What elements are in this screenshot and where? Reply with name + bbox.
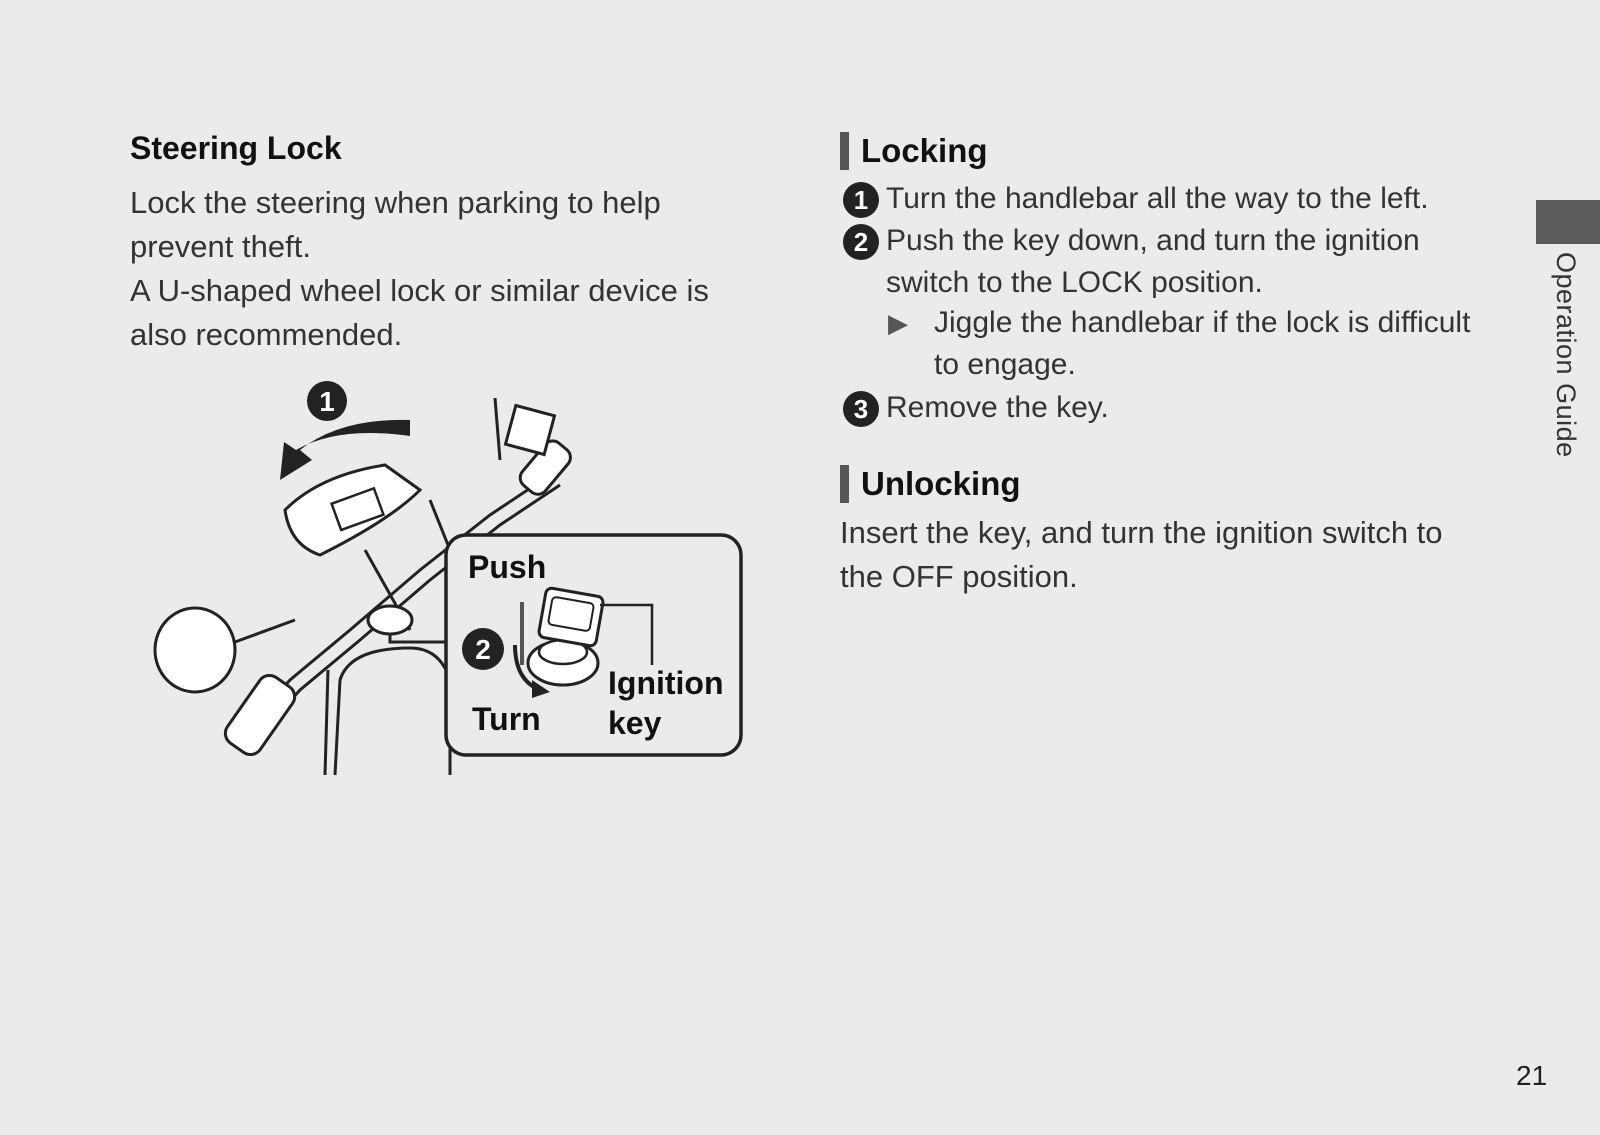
unlocking-description xyxy=(840,511,1480,599)
step-number-badge: 3 xyxy=(843,391,879,427)
heading-bar xyxy=(840,132,849,170)
step-number-badge: 2 xyxy=(843,224,879,260)
ignition-key-icon xyxy=(538,587,604,646)
section-title-steering-lock: Steering Lock xyxy=(130,130,342,166)
description-line: Lock the steering when parking to help xyxy=(130,185,661,220)
step-text: Remove the key. xyxy=(886,391,1109,424)
description-line: A U-shaped wheel lock or similar device is xyxy=(130,273,709,308)
note-text xyxy=(934,302,1494,386)
label-turn: Turn xyxy=(472,701,541,737)
step-text-line: switch to the LOCK position. xyxy=(886,266,1263,299)
triangle-bullet-icon: ▶ xyxy=(888,308,908,338)
step-number-badge: 1 xyxy=(843,182,879,218)
description-line: prevent theft. xyxy=(130,229,311,264)
description-line: the OFF position. xyxy=(840,559,1078,594)
heading-bar xyxy=(840,465,849,503)
side-tab-label: Operation Guide xyxy=(1551,252,1581,458)
description-line: also recommended. xyxy=(130,317,403,352)
note-text-line: Jiggle the handlebar if the lock is difficult xyxy=(934,306,1471,339)
section-side-tab xyxy=(1536,200,1600,244)
step-text: Turn the handlebar all the way to the left. xyxy=(886,182,1429,215)
step-text-line: Push the key down, and turn the ignition xyxy=(886,224,1420,257)
step-text xyxy=(886,220,1486,304)
description-line: Insert the key, and turn the ignition switch to xyxy=(840,515,1443,550)
locking-note xyxy=(888,302,1488,386)
figure-marker-1: 1 xyxy=(319,386,335,417)
subsection-title-unlocking xyxy=(840,465,1021,503)
label-push: Push xyxy=(468,549,547,585)
page-number: 21 xyxy=(1516,1060,1548,1091)
label-ignition: Ignition xyxy=(608,665,724,701)
unlocking-title-text: Unlocking xyxy=(861,465,1021,502)
subsection-title-locking xyxy=(840,132,988,170)
steering-lock-illustration xyxy=(150,380,760,780)
locking-step-2 xyxy=(843,220,1483,304)
locking-title-text: Locking xyxy=(861,132,988,169)
label-key: key xyxy=(608,705,662,741)
figure-marker-2: 2 xyxy=(475,634,491,665)
steering-lock-description xyxy=(130,181,750,357)
note-text-line: to engage. xyxy=(934,348,1076,381)
